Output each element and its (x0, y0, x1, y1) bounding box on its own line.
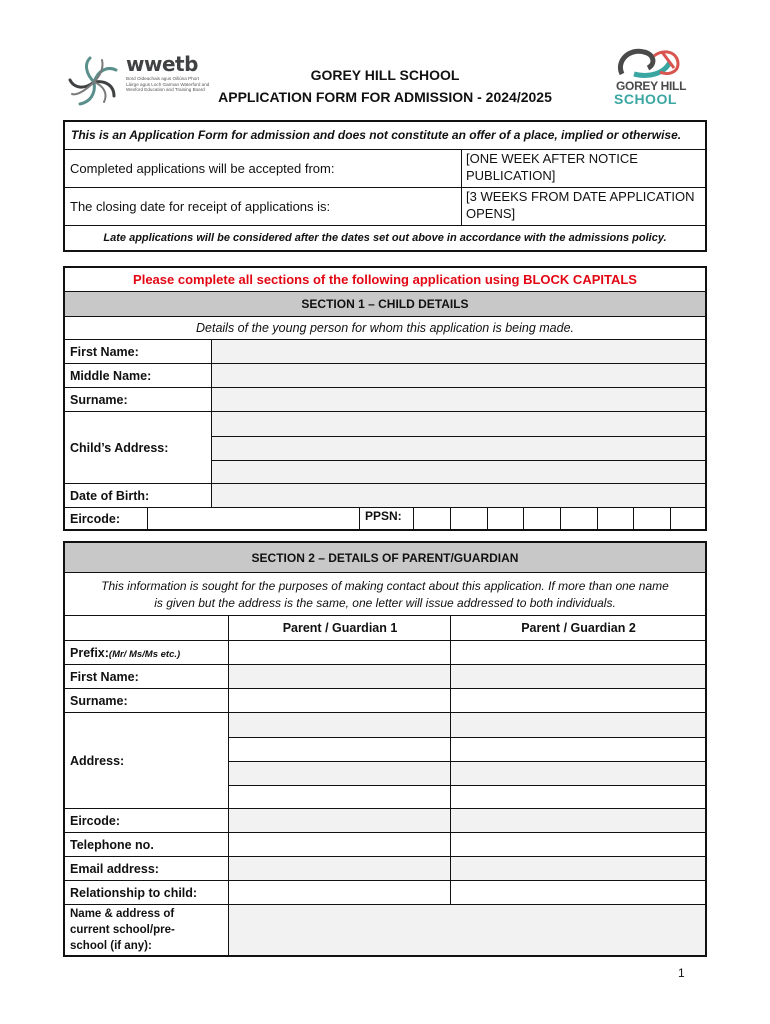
middle-name-label: Middle Name: (70, 369, 152, 383)
section2-header (65, 543, 705, 572)
school-logo-text-bottom: SCHOOL (614, 91, 677, 107)
disclaimer-text: This is an Application Form for admission and does not constitute an offer of a place, implied or otherwise. (71, 128, 682, 142)
g-telephone-label: Telephone no. (70, 838, 154, 852)
dob-label: Date of Birth: (70, 489, 150, 503)
eircode-label: Eircode: (70, 512, 121, 526)
section2-info-line2: is given but the address is the same, one letter will issue addressed to both individuals. (154, 596, 616, 610)
ppsn-label: PPSN: (365, 509, 402, 523)
guardian1-address-line-4[interactable] (228, 785, 450, 809)
prefix-hint: (Mr/ Ms/Ms etc.) (108, 649, 181, 660)
block-capitals-instruction: Please complete all sections of the following application using BLOCK CAPITALS (133, 272, 637, 287)
wwetb-swirl-icon (68, 56, 120, 108)
accepted-row (65, 149, 705, 187)
closing-value-2: OPENS] (466, 206, 516, 221)
closing-value-1: [3 WEEKS FROM DATE APPLICATION (466, 189, 695, 204)
guardian2-email-field[interactable] (450, 857, 705, 880)
ppsn-box-1[interactable] (413, 508, 450, 529)
g-email-label: Email address: (70, 862, 159, 876)
child-middle-name-field[interactable] (211, 364, 705, 387)
prefix-row (65, 640, 705, 664)
school-emblem-icon (614, 44, 684, 84)
address-label: Child’s Address: (70, 441, 169, 455)
section1-table (63, 266, 707, 531)
guardian1-telephone-field[interactable] (228, 833, 450, 856)
guardian2-address-line-4[interactable] (450, 785, 705, 809)
g-first-name-row (65, 664, 705, 688)
ppsn-label-cell (359, 508, 413, 529)
child-address-line-1[interactable] (211, 412, 705, 436)
guardian2-relationship-field[interactable] (450, 881, 705, 904)
accepted-value-2: PUBLICATION] (466, 168, 556, 183)
ppsn-box-8[interactable] (670, 508, 705, 529)
wwetb-subtitle: Bord Oideachais agus Oiliúna Phort Láirge agus Loch Garman Waterford and Wexford Education and Training Board (126, 76, 210, 93)
current-school-field[interactable] (228, 905, 705, 955)
section1-title: SECTION 1 – CHILD DETAILS (301, 297, 469, 311)
g-first-name-label: First Name: (70, 670, 139, 684)
section1-header (65, 291, 705, 316)
child-address-line-3[interactable] (211, 460, 705, 484)
gorey-hill-school-logo (608, 44, 688, 108)
guardian2-address-line-1[interactable] (450, 713, 705, 737)
guardian2-address-line-3[interactable] (450, 761, 705, 785)
late-note-row (65, 225, 705, 250)
guardian2-address-line-2[interactable] (450, 737, 705, 761)
ppsn-box-4[interactable] (523, 508, 560, 529)
g-address-label: Address: (70, 754, 125, 768)
section2-title: SECTION 2 – DETAILS OF PARENT/GUARDIAN (251, 551, 519, 565)
prefix-label (70, 645, 180, 663)
guardian2-label: Parent / Guardian 2 (521, 621, 636, 635)
ppsn-box-7[interactable] (633, 508, 670, 529)
guardian1-surname-field[interactable] (228, 689, 450, 712)
guardian2-surname-field[interactable] (450, 689, 705, 712)
ppsn-box-6[interactable] (597, 508, 633, 529)
eircode-ppsn-row (65, 507, 705, 529)
form-name-title: APPLICATION FORM FOR ADMISSION - 2024/2025 (218, 89, 552, 105)
ppsn-box-2[interactable] (450, 508, 487, 529)
guardian2-header (450, 616, 705, 640)
closing-label: The closing date for receipt of applications is: (70, 199, 331, 214)
current-school-label-3: school (if any): (70, 940, 152, 952)
accepted-value-cell (461, 150, 705, 187)
child-dob-field[interactable] (211, 484, 705, 507)
ppsn-box-5[interactable] (560, 508, 597, 529)
g-relationship-row (65, 880, 705, 904)
guardian2-eircode-field[interactable] (450, 809, 705, 832)
g-eircode-row (65, 808, 705, 832)
section1-subtitle-row (65, 316, 705, 339)
current-school-label-2: current school/pre- (70, 924, 175, 936)
child-eircode-field[interactable] (147, 508, 359, 529)
section2-info-row (65, 572, 705, 615)
closing-value-cell (461, 188, 705, 225)
first-name-label: First Name: (70, 345, 139, 359)
g-eircode-label: Eircode: (70, 814, 121, 828)
g-address-row (65, 712, 705, 808)
g-surname-label: Surname: (70, 694, 128, 708)
child-first-name-field[interactable] (211, 340, 705, 363)
dob-row (65, 483, 705, 507)
guardian1-email-field[interactable] (228, 857, 450, 880)
surname-row (65, 387, 705, 411)
wwetb-wordmark: wwetb (126, 52, 198, 76)
surname-label: Surname: (70, 393, 128, 407)
guardian-columns-row (65, 615, 705, 640)
page-header (0, 0, 770, 118)
guardian1-label: Parent / Guardian 1 (282, 621, 398, 635)
first-name-row (65, 339, 705, 363)
late-note-text: Late applications will be considered after the dates set out above in accordance with the admissions policy. (103, 232, 667, 244)
ppsn-box-3[interactable] (487, 508, 523, 529)
form-title (190, 66, 580, 106)
accepted-label: Completed applications will be accepted from: (70, 161, 335, 176)
g-surname-row (65, 688, 705, 712)
current-school-label-1: Name & address of (70, 908, 175, 920)
middle-name-row (65, 363, 705, 387)
closing-row (65, 187, 705, 225)
guardian2-telephone-field[interactable] (450, 833, 705, 856)
guardian1-address-line-2[interactable] (228, 737, 450, 761)
notice-table (63, 120, 707, 252)
accepted-value-1: [ONE WEEK AFTER NOTICE (466, 151, 638, 166)
guardian1-relationship-field[interactable] (228, 881, 450, 904)
address-row (65, 411, 705, 483)
guardian1-first-name-field[interactable] (228, 665, 450, 688)
g-telephone-row (65, 832, 705, 856)
guardian1-address-line-3[interactable] (228, 761, 450, 785)
section2-info-line1: This information is sought for the purposes of making contact about this application. If more than one name (101, 579, 669, 593)
section2-table (63, 541, 707, 957)
g-email-row (65, 856, 705, 880)
child-address-line-2[interactable] (211, 436, 705, 460)
wwetb-logo (68, 54, 208, 104)
section1-subtitle: Details of the young person for whom this application is being made. (196, 321, 574, 335)
guardian1-address-line-1[interactable] (228, 713, 450, 737)
child-surname-field[interactable] (211, 388, 705, 411)
prefix-label-text: Prefix: (70, 646, 109, 660)
guardian1-prefix-field[interactable] (228, 641, 450, 664)
school-name-title: GOREY HILL SCHOOL (310, 67, 460, 83)
current-school-row (65, 904, 705, 955)
guardian2-first-name-field[interactable] (450, 665, 705, 688)
page-number: 1 (678, 966, 685, 980)
guardian1-eircode-field[interactable] (228, 809, 450, 832)
school-logo-text-top: GOREY HILL (616, 79, 687, 93)
guardian1-header (228, 616, 450, 640)
g-relationship-label: Relationship to child: (70, 886, 198, 900)
guardian2-prefix-field[interactable] (450, 641, 705, 664)
